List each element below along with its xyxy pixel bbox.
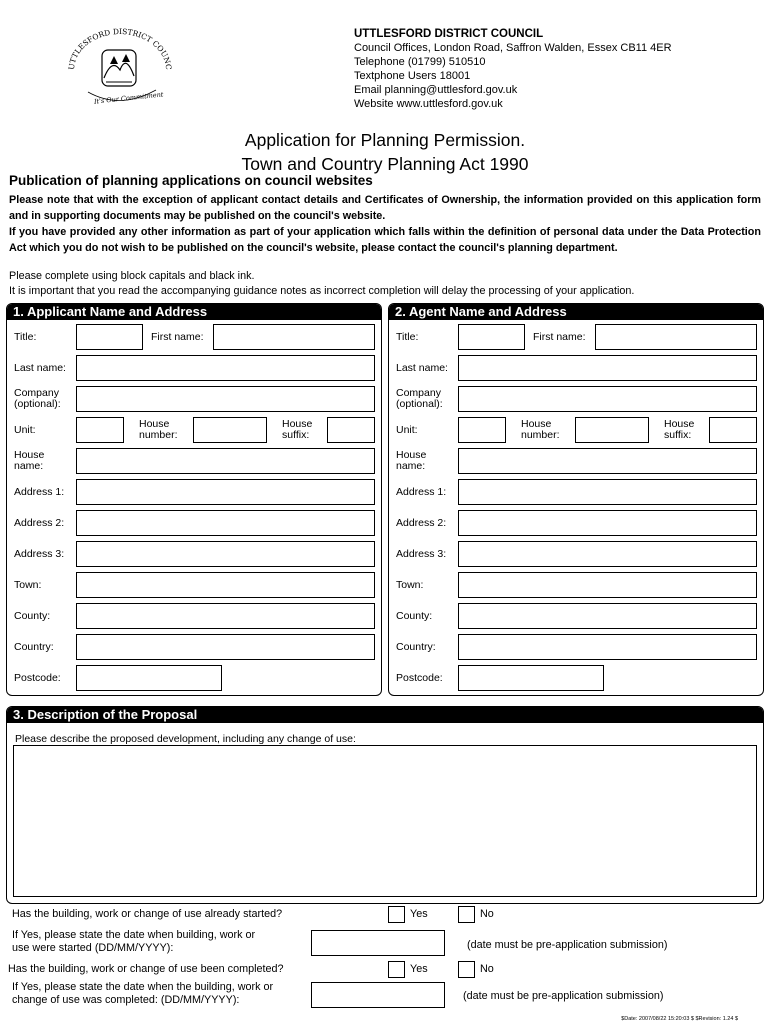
agent-house-suffix-label: House suffix: xyxy=(664,418,695,441)
agent-heading: 2. Agent Name and Address xyxy=(389,304,763,320)
agent-house-number-input[interactable] xyxy=(575,417,649,443)
agent-last-name-input[interactable] xyxy=(458,355,757,381)
applicant-address3-input[interactable] xyxy=(76,541,375,567)
completed-date-input[interactable] xyxy=(311,982,445,1008)
page-title xyxy=(0,128,770,176)
council-telephone: Telephone (01799) 510510 xyxy=(354,56,486,68)
council-name: UTTLESFORD DISTRICT COUNCIL xyxy=(354,28,544,40)
council-address: Council Offices, London Road, Saffron Walden, Essex CB11 4ER xyxy=(354,42,672,54)
agent-country-input[interactable] xyxy=(458,634,757,660)
applicant-company-input[interactable] xyxy=(76,386,375,412)
proposal-heading: 3. Description of the Proposal xyxy=(7,707,763,723)
completed-yes-checkbox[interactable] xyxy=(388,961,405,978)
council-address-block xyxy=(354,27,672,111)
agent-first-name-label: First name: xyxy=(533,331,586,343)
applicant-house-number-input[interactable] xyxy=(193,417,267,443)
agent-address1-input[interactable] xyxy=(458,479,757,505)
agent-address3-input[interactable] xyxy=(458,541,757,567)
proposal-section xyxy=(6,706,764,904)
applicant-address3-label: Address 3: xyxy=(14,548,65,560)
agent-company-input[interactable] xyxy=(458,386,757,412)
council-logo xyxy=(60,18,180,114)
title-line-2: Town and Country Planning Act 1990 xyxy=(241,154,529,174)
publication-note-1: Please note that with the exception of applicant contact details and Certificates of Ownership, the information provided on this application form and in supporting documents may be published on the council's website. xyxy=(9,194,761,222)
started-no-checkbox[interactable] xyxy=(458,906,475,923)
applicant-county-label: County: xyxy=(14,610,51,622)
agent-town-label: Town: xyxy=(396,579,424,591)
agent-county-input[interactable] xyxy=(458,603,757,629)
council-website: Website www.uttlesford.gov.uk xyxy=(354,98,503,110)
applicant-country-input[interactable] xyxy=(76,634,375,660)
agent-unit-label: Unit: xyxy=(396,424,418,436)
publication-note-2: If you have provided any other information as part of your application which falls within the definition of personal data under the Data Protection Act which you do not wish to be published on the council's website, please contact the council's planning department. xyxy=(9,226,761,254)
started-no-label: No xyxy=(480,908,494,920)
applicant-title-row xyxy=(7,324,381,350)
agent-address2-label: Address 2: xyxy=(396,517,447,529)
applicant-postcode-label: Postcode: xyxy=(14,672,61,684)
applicant-section xyxy=(6,303,382,696)
applicant-last-name-input[interactable] xyxy=(76,355,375,381)
applicant-address2-input[interactable] xyxy=(76,510,375,536)
agent-company-label: Company (optional): xyxy=(396,387,443,410)
applicant-country-label: Country: xyxy=(14,641,54,653)
applicant-unit-label: Unit: xyxy=(14,424,36,436)
agent-first-name-input[interactable] xyxy=(595,324,757,350)
started-date-input[interactable] xyxy=(311,930,445,956)
started-yes-label: Yes xyxy=(410,908,428,920)
logo-motto: It's Our Commitment xyxy=(93,90,164,106)
agent-address2-input[interactable] xyxy=(458,510,757,536)
revision-footer: $Date: 2007/08/22 15:20:03 $ $Revision: 1.24 $ xyxy=(621,1016,738,1022)
applicant-first-name-label: First name: xyxy=(151,331,204,343)
completed-date-note: (date must be pre-application submission) xyxy=(463,990,664,1002)
applicant-town-label: Town: xyxy=(14,579,42,591)
logo-ring-text: UTTLESFORD DISTRICT COUNC xyxy=(66,26,174,71)
agent-house-suffix-input[interactable] xyxy=(709,417,757,443)
agent-postcode-label: Postcode: xyxy=(396,672,443,684)
agent-country-label: Country: xyxy=(396,641,436,653)
completed-no-label: No xyxy=(480,963,494,975)
applicant-address1-input[interactable] xyxy=(76,479,375,505)
agent-town-input[interactable] xyxy=(458,572,757,598)
applicant-house-number-label: House number: xyxy=(139,418,178,441)
applicant-house-name-input[interactable] xyxy=(76,448,375,474)
completed-question: Has the building, work or change of use been completed? xyxy=(8,963,284,975)
applicant-unit-input[interactable] xyxy=(76,417,124,443)
agent-house-number-label: House number: xyxy=(521,418,560,441)
proposal-description-input[interactable] xyxy=(13,745,757,897)
applicant-last-name-label: Last name: xyxy=(14,362,66,374)
council-textphone: Textphone Users 18001 xyxy=(354,70,471,82)
started-date-note: (date must be pre-application submission) xyxy=(467,939,668,951)
applicant-title-label: Title: xyxy=(14,331,37,343)
applicant-town-input[interactable] xyxy=(76,572,375,598)
completed-date-question: If Yes, please state the date when the building, work or change of use was completed: (DD/MM/YYYY): xyxy=(12,981,274,1006)
instruction-guidance-notes: It is important that you read the accompanying guidance notes as incorrect completion will delay the processing of your application. xyxy=(9,285,635,297)
agent-unit-input[interactable] xyxy=(458,417,506,443)
applicant-first-name-input[interactable] xyxy=(213,324,375,350)
applicant-title-input[interactable] xyxy=(76,324,143,350)
agent-last-name-label: Last name: xyxy=(396,362,448,374)
started-question: Has the building, work or change of use already started? xyxy=(12,908,283,920)
applicant-house-suffix-input[interactable] xyxy=(327,417,375,443)
agent-address3-label: Address 3: xyxy=(396,548,447,560)
applicant-company-label: Company (optional): xyxy=(14,387,61,410)
completed-no-checkbox[interactable] xyxy=(458,961,475,978)
agent-title-label: Title: xyxy=(396,331,419,343)
agent-address1-label: Address 1: xyxy=(396,486,447,498)
proposal-instruction: Please describe the proposed development, including any change of use: xyxy=(15,733,356,745)
applicant-postcode-input[interactable] xyxy=(76,665,222,691)
agent-house-name-input[interactable] xyxy=(458,448,757,474)
started-date-question: If Yes, please state the date when building, work or use were started (DD/MM/YYYY): xyxy=(12,929,256,954)
started-yes-checkbox[interactable] xyxy=(388,906,405,923)
agent-postcode-input[interactable] xyxy=(458,665,604,691)
agent-county-label: County: xyxy=(396,610,433,622)
agent-house-name-label: House name: xyxy=(396,449,427,472)
applicant-address1-label: Address 1: xyxy=(14,486,65,498)
publication-heading: Publication of planning applications on council websites xyxy=(9,173,373,188)
agent-title-input[interactable] xyxy=(458,324,525,350)
agent-section xyxy=(388,303,764,696)
instruction-block-capitals: Please complete using block capitals and black ink. xyxy=(9,270,255,282)
applicant-address2-label: Address 2: xyxy=(14,517,65,529)
council-email: Email planning@uttlesford.gov.uk xyxy=(354,84,518,96)
title-line-1: Application for Planning Permission. xyxy=(244,130,526,150)
completed-yes-label: Yes xyxy=(410,963,428,975)
applicant-county-input[interactable] xyxy=(76,603,375,629)
applicant-house-name-label: House name: xyxy=(14,449,45,472)
applicant-heading: 1. Applicant Name and Address xyxy=(7,304,381,320)
applicant-house-suffix-label: House suffix: xyxy=(282,418,313,441)
